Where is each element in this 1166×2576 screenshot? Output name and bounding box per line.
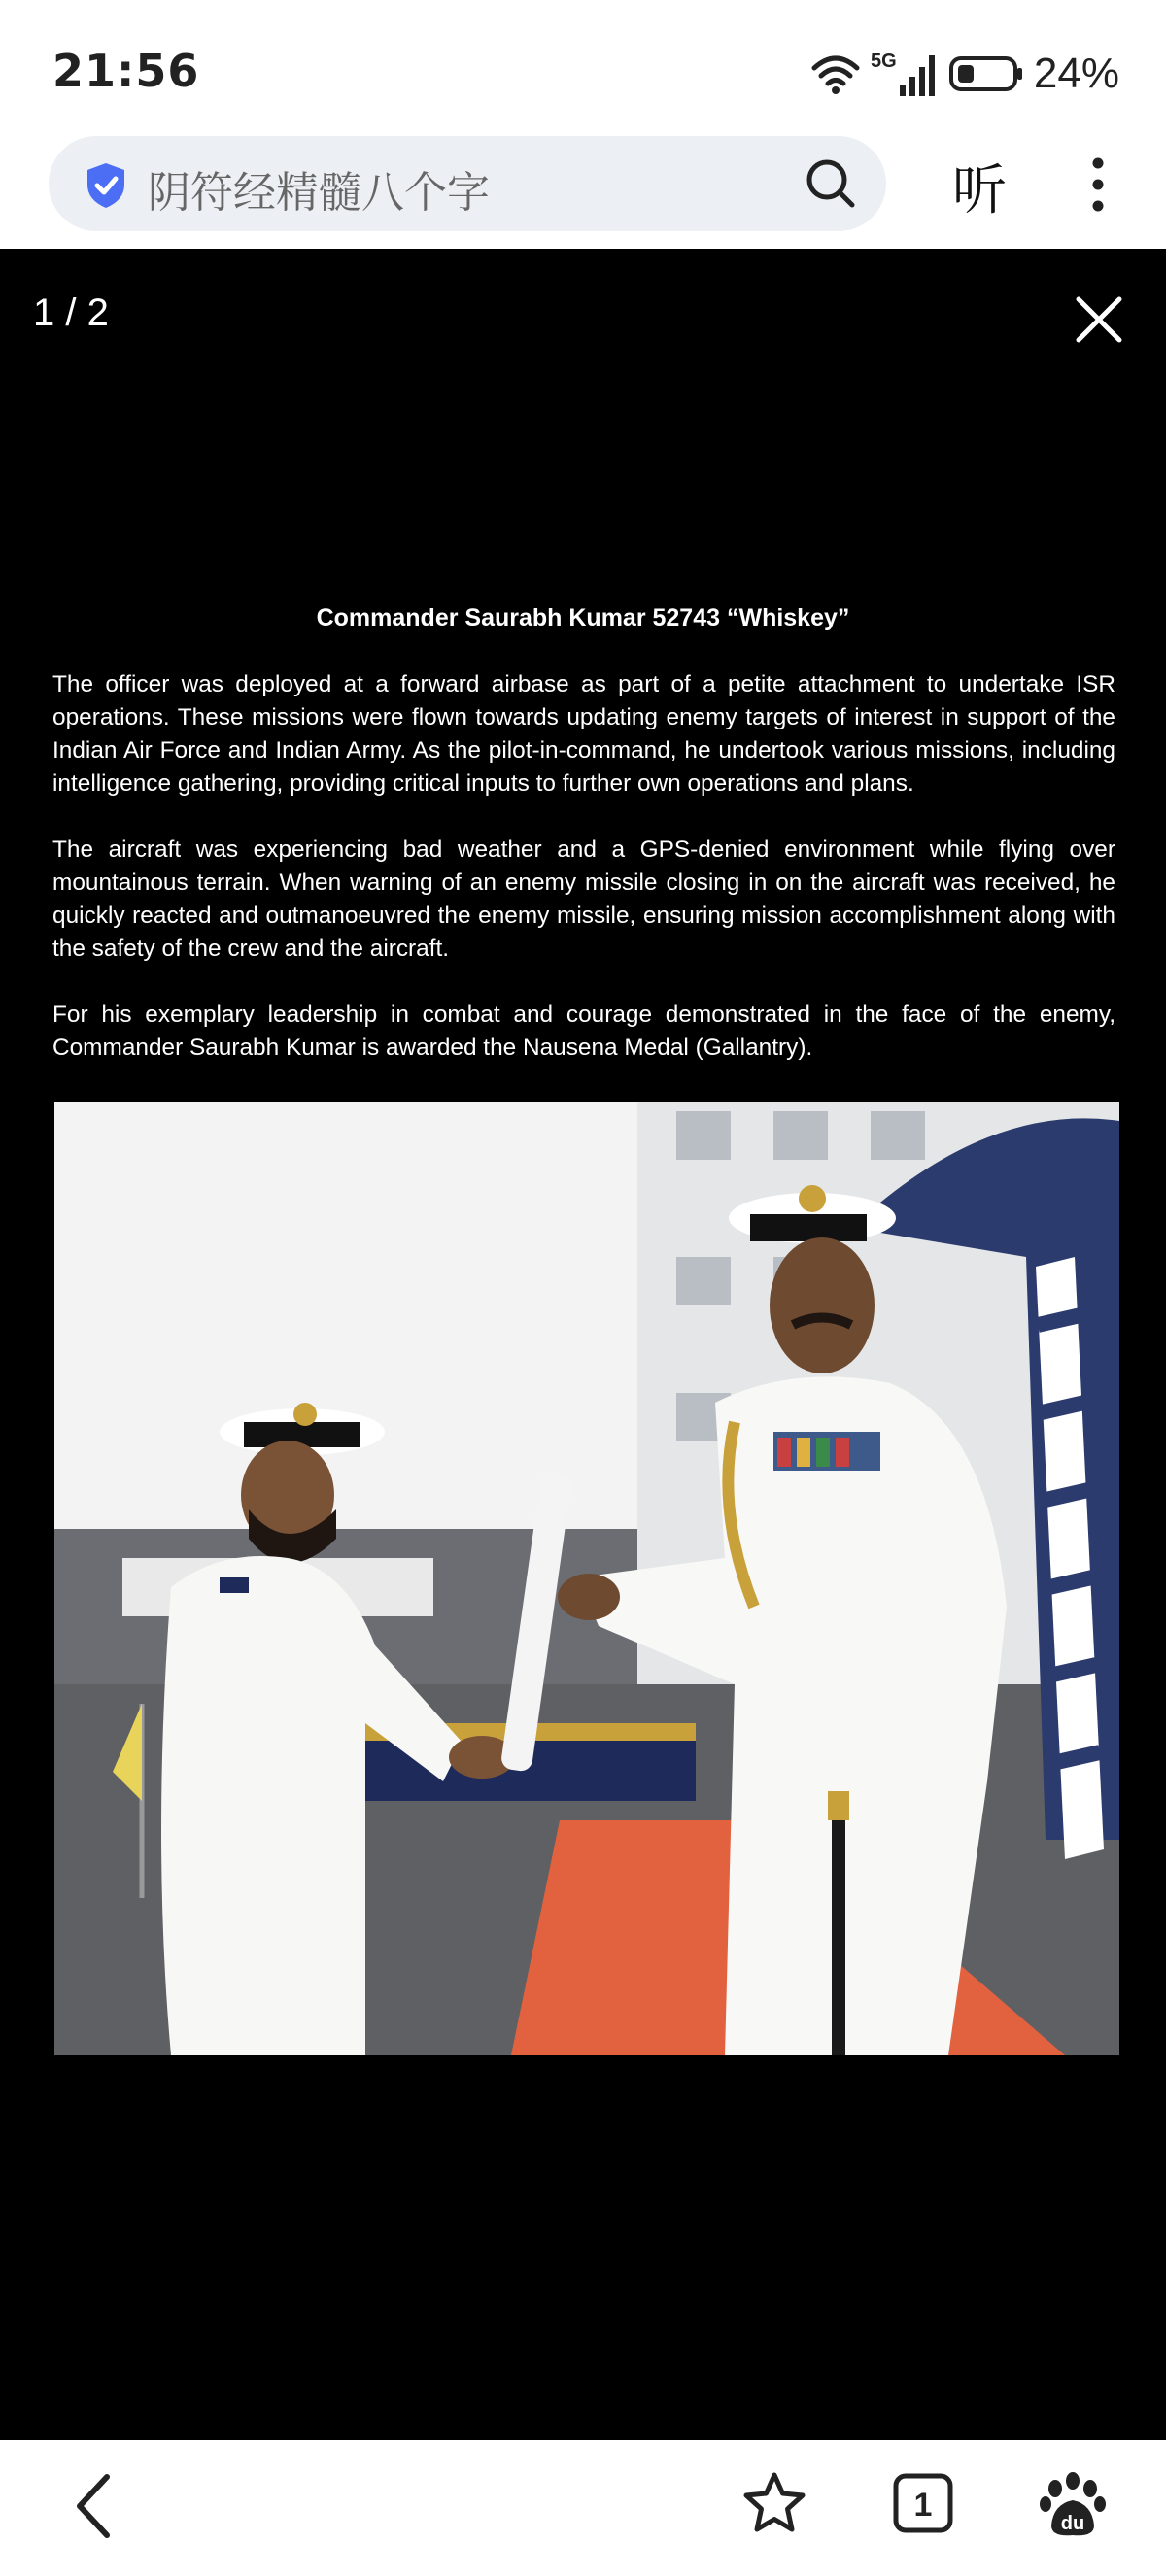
close-icon[interactable] — [1069, 289, 1129, 354]
baidu-label: du — [1060, 2513, 1085, 2534]
image-counter: 1 / 2 — [33, 291, 109, 334]
star-icon[interactable] — [742, 2471, 806, 2539]
citation-paragraph: The aircraft was experiencing bad weather and a GPS-denied environment while flying over mountainous terrain. When warning of an enemy missile closing in on the aircraft was received, he quickly reacted and outmanoeuvred the enemy missile, ensuring mission accomplishment along with the safety of the crew and the aircraft. — [52, 836, 1115, 962]
baidu-paw-icon[interactable] — [1038, 2471, 1108, 2543]
wifi-icon — [810, 52, 861, 95]
shield-check-icon — [84, 161, 128, 214]
search-query: 阴符经精髓八个字 — [148, 168, 490, 218]
battery-percent: 24% — [1033, 50, 1119, 97]
more-vertical-icon[interactable] — [1079, 155, 1117, 218]
ceremony-photo — [54, 1102, 1119, 2055]
bottom-nav — [0, 2440, 1166, 2576]
citation-paragraph: For his exemplary leadership in combat and courage demonstrated in the face of the enemy, Commander Saurabh Kumar is awarded the Nausena Medal (Gallantry). — [52, 1001, 1115, 1061]
tab-count: 1 — [913, 2487, 933, 2524]
back-arrow-icon[interactable] — [72, 2471, 120, 2545]
search-box[interactable] — [49, 136, 886, 231]
listen-button[interactable]: 听 — [952, 159, 1007, 222]
citation-title: Commander Saurabh Kumar 52743 “Whiskey” — [316, 604, 850, 631]
network-type: 5G — [870, 51, 897, 72]
tabs-icon[interactable] — [892, 2471, 954, 2539]
cellular-signal-icon — [871, 50, 939, 98]
citation-paragraph: The officer was deployed at a forward airbase as part of a petite attachment to undertake ISR operations. These missions were flown towards updating enemy targets of interest in support of the Indian Air Force and Indian Army. As the pilot-in-command, he undertook various missions, including intelligence gathering, providing critical inputs to further own operations and plans. — [52, 671, 1115, 797]
battery-icon — [948, 52, 1024, 95]
status-time: 21:56 — [52, 45, 200, 97]
status-icons — [810, 47, 1119, 101]
search-icon[interactable] — [805, 157, 857, 214]
